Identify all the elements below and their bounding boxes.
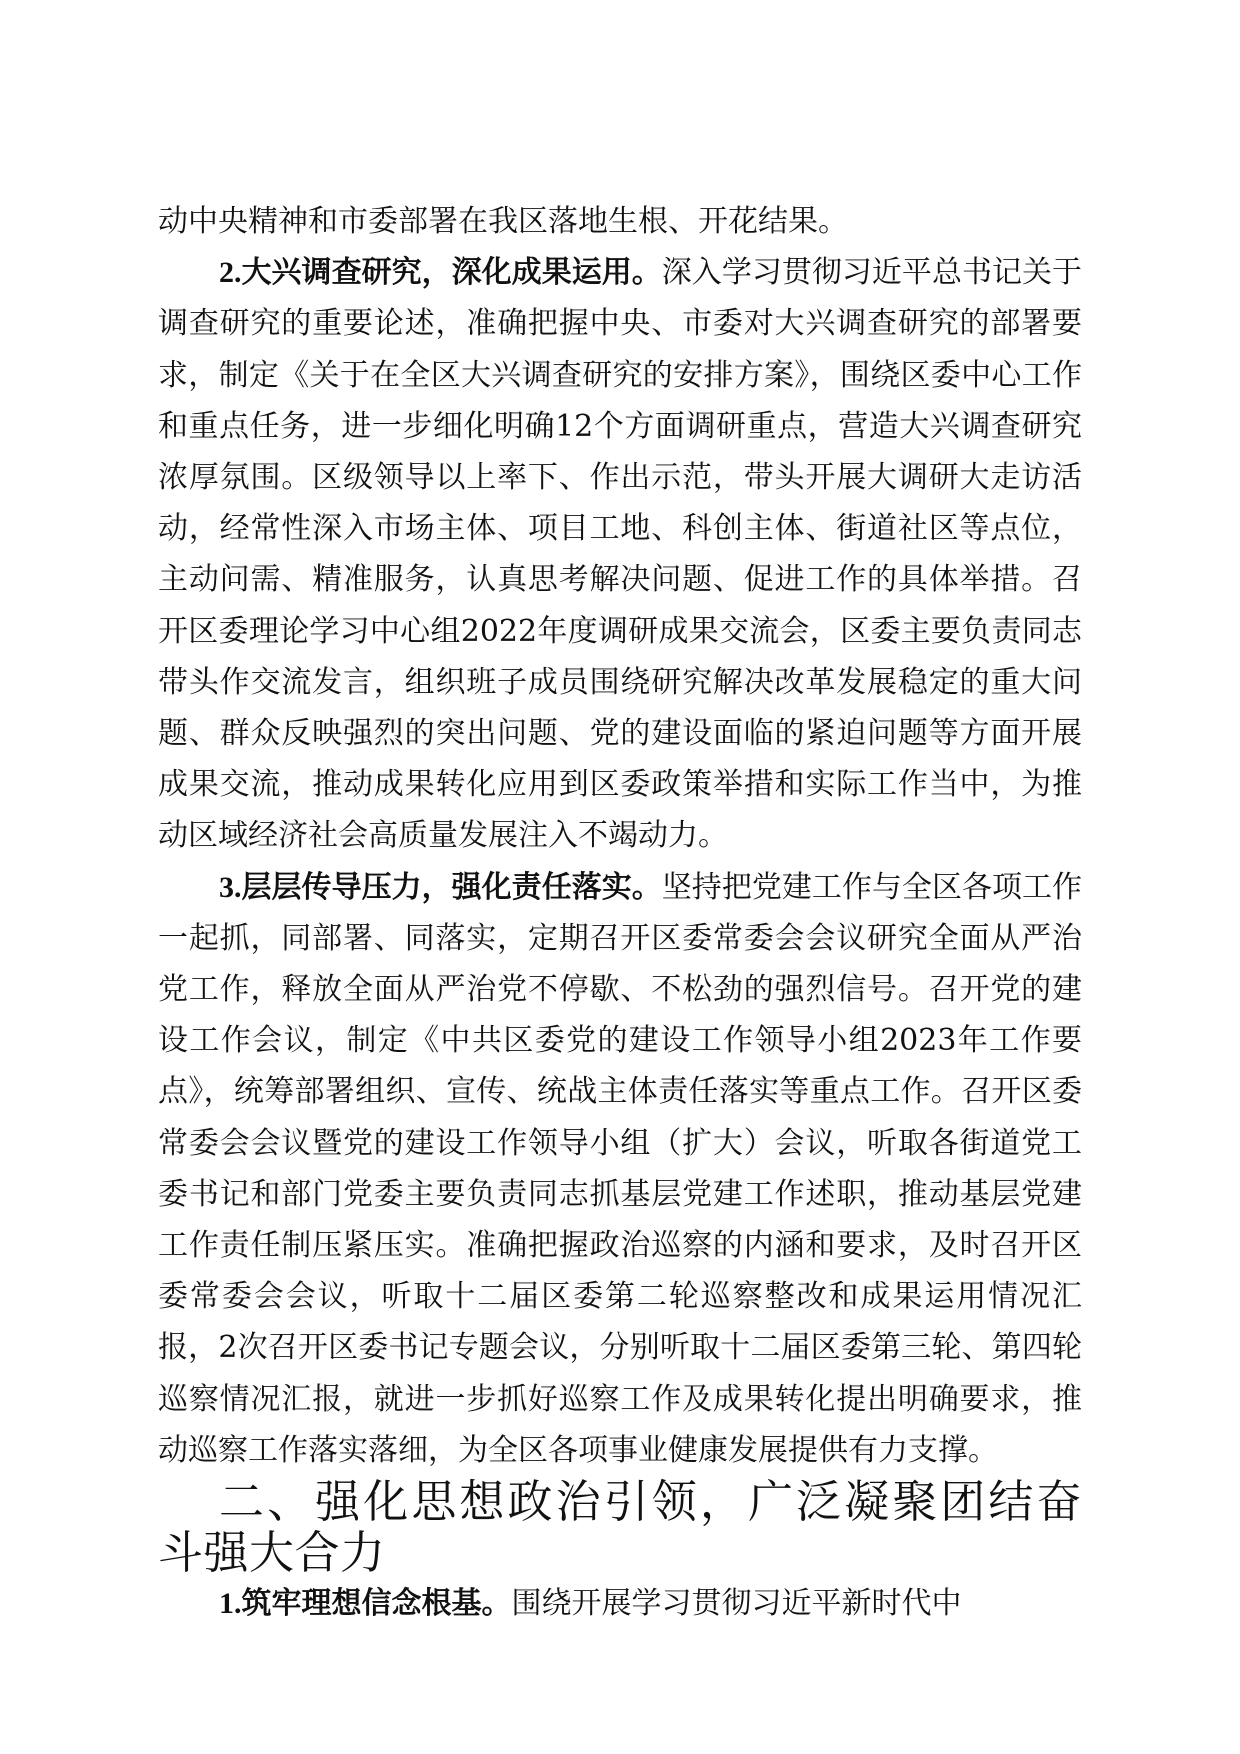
paragraph-text: 坚持把党建工作与全区各项工作一起抓，同部署、同落实，定期召开区委常委会会议研究全面从严治党工作，释放全面从严治党不停歇、不松劲的强烈信号。召开党的建设工作会议，制定《中共区委党的建设工作领导小组2023年工作要点》，统筹部署组织、宣传、统战主体责任落实等重点工作。召开区委常委会会议暨党的建设工作领导小组（扩大）会议，听取各街道党工委书记和部门党委主要负责同志抓基层党建工作述职，推动基层党建工作责任制压紧压实。准确把握政治巡察的内涵和要求，及时召开区委常委会会议，听取十二届区委第二轮巡察整改和成果运用情况汇报，2次召开区委书记专题会议，分别听取十二届区委第三轮、第四轮巡察情况汇报，就进一步抓好巡察工作及成果转化提出明确要求，推动巡察工作落实落细，为全区各项事业健康发展提供有力支撑。	[158, 869, 1083, 1468]
paragraph-text: 围绕开展学习贯彻习近平新时代中	[511, 1586, 962, 1622]
document-body	[158, 196, 1082, 1630]
paragraph-lead: 1.筑牢理想信念根基。	[219, 1587, 512, 1621]
paragraph-responsibility	[158, 862, 1082, 1476]
paragraph-text: 深入学习贯彻习近平总书记关于调查研究的重要论述，准确把握中央、市委对大兴调查研究的部署要求，制定《关于在全区大兴调查研究的安排方案》，围绕区委中心工作和重点任务，进一步细化明确12个方面调研重点，营造大兴调查研究浓厚氛围。区级领导以上率下、作出示范，带头开展大调研大走访活动，经常性深入市场主体、项目工地、科创主体、街道社区等点位，主动问需、精准服务，认真思考解决问题、促进工作的具体举措。召开区委理论学习中心组2022年度调研成果交流会，区委主要负责同志带头作交流发言，组织班子成员围绕研究解决改革发展稳定的重大问题、群众反映强烈的突出问题、党的建设面临的紧迫问题等方面开展成果交流，推动成果转化应用到区委政策举措和实际工作当中，为推动区域经济社会高质量发展注入不竭动力。	[158, 255, 1083, 854]
paragraph-text: 动中央精神和市委部署在我区落地生根、开花结果。	[158, 204, 848, 239]
paragraph-research	[158, 247, 1082, 861]
paragraph-ideals	[158, 1578, 1082, 1629]
paragraph-lead: 2.大兴调查研究，深化成果运用。	[219, 256, 662, 290]
section-heading: 二、强化思想政治引领，广泛凝聚团结奋斗强大合力	[158, 1475, 1082, 1580]
paragraph-lead: 3.层层传导压力，强化责任落实。	[219, 870, 662, 904]
paragraph-continuation	[158, 196, 1082, 247]
